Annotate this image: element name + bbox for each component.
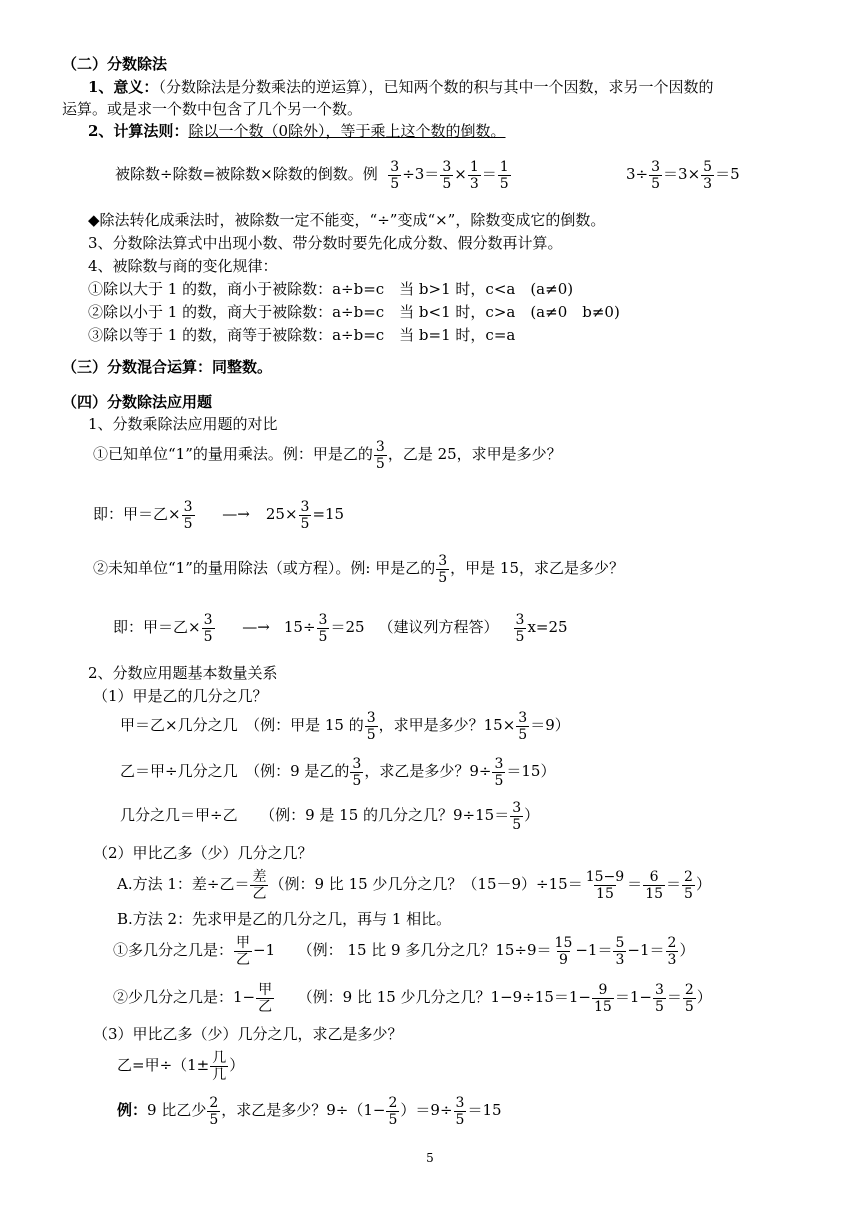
fraction: $\frac{3}{5}$ bbox=[518, 709, 528, 743]
operator: ÷3＝ bbox=[402, 165, 440, 183]
example-text: 9 比乙少 bbox=[147, 1101, 207, 1119]
note-line: ◆除法转化成乘法时，被除数一定不能变，“÷”变成“×”，除数变成它的倒数。 bbox=[88, 211, 606, 229]
fraction: $\frac{3}{5}$ bbox=[390, 158, 400, 192]
example-text: ）＝9÷ bbox=[400, 1101, 453, 1119]
section-4-title: （四）分数除法应用题 bbox=[62, 393, 213, 411]
case-1-equation bbox=[93, 494, 344, 534]
question-3: （3）甲比乙多（少）几分之几，求乙是多少？ bbox=[93, 1025, 403, 1043]
method-2b bbox=[113, 977, 712, 1017]
method-text: （例：9 比 15 少几分之几？1−9÷15＝1− bbox=[275, 988, 591, 1006]
fraction: $\frac{3}{5}$ bbox=[366, 709, 376, 743]
method-text: ） bbox=[696, 988, 712, 1006]
section-2-title: （二）分数除法 bbox=[62, 55, 168, 73]
formula-text: ） bbox=[229, 1056, 245, 1074]
formula-example-2 bbox=[626, 156, 740, 192]
method-text: ＝ bbox=[666, 988, 682, 1006]
equation-text: x=25 bbox=[527, 618, 568, 636]
method-text: ） bbox=[695, 875, 711, 893]
fraction: $\frac{3}{5}$ bbox=[455, 1094, 465, 1128]
fraction: $\frac{\text{甲}}{\text{乙}}$ bbox=[236, 934, 251, 968]
example-text: ＝15 bbox=[467, 1101, 502, 1119]
operator: × bbox=[454, 165, 467, 183]
equation-text: 即：甲＝乙× bbox=[113, 618, 201, 636]
fraction: $\frac{2}{5}$ bbox=[684, 868, 693, 902]
method-text: ） bbox=[679, 941, 695, 959]
fraction: $\frac{3}{5}$ bbox=[183, 498, 193, 532]
fraction: $\frac{3}{5}$ bbox=[654, 981, 664, 1015]
operator: ＝5 bbox=[715, 165, 740, 183]
equation-hint: （建议列方程答） bbox=[378, 618, 499, 636]
method-text: −1＝ bbox=[575, 941, 613, 959]
arrow: —→ bbox=[222, 505, 250, 523]
meaning-continuation: 运算。或是求一个数中包含了几个另一个数。 bbox=[62, 100, 363, 118]
fraction: $\frac{3}{5}$ bbox=[375, 438, 385, 472]
equation-text: =15 bbox=[312, 505, 345, 523]
case-2-text: ②未知单位“1”的量用除法（或方程）。例: 甲是乙的 bbox=[93, 559, 436, 577]
method-2a bbox=[113, 930, 694, 970]
fraction: $\frac{5}{3}$ bbox=[615, 934, 625, 968]
arrow: —→ bbox=[242, 618, 270, 636]
relation-text: ，求乙是多少？9÷ bbox=[364, 762, 492, 780]
change-rule-2: ②除以小于 1 的数，商大于被除数：a÷b=c 当 b<1 时，c>a (a≠0 b≠0) bbox=[88, 303, 620, 321]
relation-text: 乙＝甲÷几分之几 （例：9 是乙的 bbox=[120, 762, 350, 780]
fraction: $\frac{9}{15}$ bbox=[593, 981, 612, 1015]
fraction: $\frac{1}{3}$ bbox=[469, 158, 479, 192]
relation-text: ） bbox=[524, 806, 540, 824]
rule-text: 除以一个数（0除外），等于乘上这个数的倒数。 bbox=[188, 122, 506, 140]
fraction: $\frac{3}{5}$ bbox=[442, 158, 452, 192]
fraction: $\frac{\text{几}}{\text{几}}$ bbox=[212, 1049, 227, 1083]
equation-text: 即：甲＝乙× bbox=[93, 505, 181, 523]
fraction: $\frac{3}{5}$ bbox=[438, 552, 448, 586]
fraction: $\frac{1}{5}$ bbox=[499, 158, 509, 192]
method-text: （例：9 比 15 少几分之几？（15－9）÷15＝ bbox=[269, 875, 583, 893]
fraction: $\frac{\text{差}}{\text{乙}}$ bbox=[252, 868, 267, 902]
relation-text: ＝9） bbox=[530, 716, 570, 734]
case-2-line bbox=[93, 550, 624, 586]
comparison-heading: 1、分数乘除法应用题的对比 bbox=[88, 415, 278, 433]
change-rule-3: ③除以等于 1 的数，商等于被除数：a÷b=c 当 b=1 时，c=a bbox=[88, 326, 516, 344]
fraction: $\frac{3}{5}$ bbox=[651, 158, 661, 192]
method-text: A.方法 1：差÷乙＝ bbox=[117, 875, 250, 893]
question-1: （1）甲是乙的几分之几？ bbox=[93, 687, 268, 705]
equation-text: 15÷ bbox=[283, 618, 316, 636]
method-1: A.方法 1：差÷乙＝ $\frac{\text{差}}{\text{乙}}$ （例：9 比 15 少几分之几？（15－9）÷15＝ $\frac{15-9}{15}$ ＝ $\frac{6}{15}$ ＝ $\frac{2}{5}$ ） bbox=[117, 868, 711, 902]
fraction: $\frac{3}{5}$ bbox=[512, 799, 522, 833]
fraction: $\frac{2}{3}$ bbox=[667, 934, 677, 968]
method-text: ＝1− bbox=[614, 988, 652, 1006]
fraction: $\frac{3}{5}$ bbox=[318, 611, 328, 645]
rule-label: 2、计算法则： bbox=[88, 122, 189, 140]
fraction: $\frac{5}{3}$ bbox=[703, 158, 713, 192]
change-rule-1: ①除以大于 1 的数，商小于被除数：a÷b=c 当 b>1 时，c<a (a≠0) bbox=[88, 280, 574, 298]
relation-text: 甲＝乙×几分之几 （例：甲是 15 的 bbox=[120, 716, 364, 734]
fraction: $\frac{3}{5}$ bbox=[203, 611, 213, 645]
fraction: $\frac{6}{15}$ bbox=[645, 868, 664, 902]
formula-q3 bbox=[117, 1045, 244, 1085]
case-1-text: ①已知单位“1”的量用乘法。例：甲是乙的 bbox=[93, 445, 373, 463]
relation-1c bbox=[120, 796, 539, 834]
method-text: ①多几分之几是： bbox=[113, 941, 234, 959]
method-text: ②少几分之几是：1− bbox=[113, 988, 256, 1006]
operator: ＝ bbox=[481, 165, 497, 183]
fraction: $\frac{3}{5}$ bbox=[494, 755, 504, 789]
example-text: ，求乙是多少？9÷（1− bbox=[221, 1101, 386, 1119]
relation-1a bbox=[120, 706, 570, 744]
method-text: −1 （例： 15 比 9 多几分之几？15÷9＝ bbox=[253, 941, 552, 959]
relation-1b bbox=[120, 752, 555, 790]
example-q3 bbox=[117, 1090, 502, 1130]
relation-text: 几分之几＝甲÷乙 （例：9 是 15 的几分之几？9÷15＝ bbox=[120, 806, 510, 824]
case-1-line bbox=[93, 436, 562, 472]
equation-text: 25× bbox=[265, 505, 298, 523]
method-2: B.方法 2：先求甲是乙的几分之几，再与 1 相比。 bbox=[117, 910, 452, 928]
relations-heading: 2、分数应用题基本数量关系 bbox=[88, 664, 278, 682]
fraction: $\frac{2}{5}$ bbox=[209, 1094, 219, 1128]
fraction: $\frac{\text{甲}}{\text{乙}}$ bbox=[258, 981, 273, 1015]
case-2-equation bbox=[113, 607, 568, 647]
section-3-title: （三）分数混合运算：同整数。 bbox=[62, 358, 273, 376]
formula-text: 被除数÷除数=被除数×除数的倒数。例 bbox=[115, 165, 378, 183]
meaning-text: （分数除法是分数乘法的逆运算），已知两个数的积与其中一个因数，求另一个因数的 bbox=[158, 78, 714, 96]
equation-text: ＝25 bbox=[330, 618, 365, 636]
operator: ＝3× bbox=[663, 165, 701, 183]
operand: 3÷ bbox=[626, 165, 649, 183]
formula-text: 乙=甲÷（1± bbox=[117, 1056, 210, 1074]
fraction: $\frac{2}{5}$ bbox=[388, 1094, 398, 1128]
page-number: 5 bbox=[426, 1151, 434, 1165]
meaning-line bbox=[88, 77, 713, 97]
fraction: $\frac{15-9}{15}$ bbox=[585, 868, 625, 902]
fraction: $\frac{3}{5}$ bbox=[300, 498, 310, 532]
rule-line bbox=[88, 121, 506, 141]
example-label: 例： bbox=[117, 1101, 148, 1119]
fraction: $\frac{15}{9}$ bbox=[554, 934, 573, 968]
fraction: $\frac{3}{5}$ bbox=[515, 611, 525, 645]
question-2: （2）甲比乙多（少）几分之几？ bbox=[93, 844, 313, 862]
fraction: $\frac{2}{5}$ bbox=[684, 981, 694, 1015]
case-1-text-end: ，乙是 25，求甲是多少？ bbox=[387, 445, 562, 463]
relation-text: ＝15） bbox=[506, 762, 556, 780]
mixed-number-line: 3、分数除法算式中出现小数、带分数时要先化成分数、假分数再计算。 bbox=[88, 234, 563, 252]
method-text: −1＝ bbox=[627, 941, 665, 959]
meaning-label: 1、意义： bbox=[88, 78, 159, 96]
formula-line bbox=[115, 156, 512, 192]
case-2-text-end: ，甲是 15，求乙是多少？ bbox=[450, 559, 624, 577]
relation-text: ，求甲是多少？15× bbox=[378, 716, 516, 734]
fraction: $\frac{3}{5}$ bbox=[352, 755, 362, 789]
change-rule-heading: 4、被除数与商的变化规律： bbox=[88, 257, 278, 275]
